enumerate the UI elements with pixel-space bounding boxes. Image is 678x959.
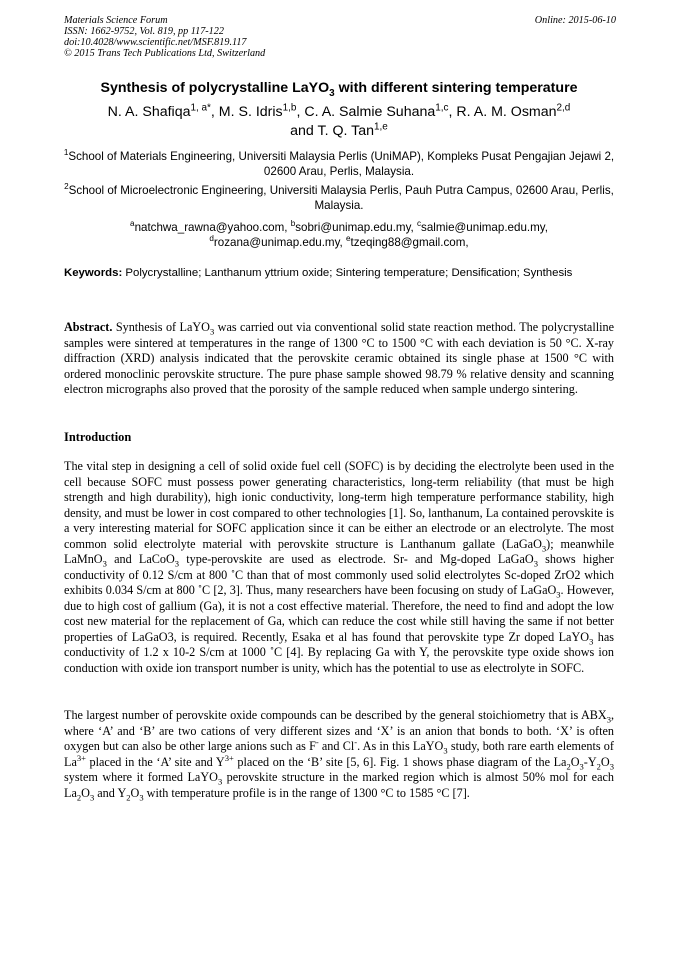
section-heading-introduction: Introduction	[64, 430, 132, 444]
email-link[interactable]: tzeqing88@gmail.com,	[350, 236, 469, 249]
abstract-label: Abstract.	[64, 320, 113, 334]
author-name: M. S. Idris	[218, 104, 283, 120]
author-name: and T. Q. Tan	[290, 123, 375, 139]
author-list: N. A. Shafiqa$^{1, a*}$, M. S. Idris$^{1,b}$, C. A. Salmie Suhana$^{1,c}$, R. A. M. Osman$^{2,d}$ and T. Q. Tan$^{1,e}$	[107, 102, 571, 139]
doi-line: doi:10.4028/www.scientific.net/MSF.819.117	[64, 37, 247, 48]
email-link[interactable]: salmie@unimap.edu.my,	[421, 221, 548, 234]
online-date: Online: 2015-06-10	[534, 15, 616, 26]
copyright-line: © 2015 Trans Tech Publications Ltd, Switzerland	[64, 48, 266, 59]
email-link[interactable]: natchwa_rawna@yahoo.com,	[134, 221, 291, 234]
email-link[interactable]: sobri@unimap.edu.my,	[295, 221, 417, 234]
affiliation-1: $^1$School of Materials Engineering, Universiti Malaysia Perlis (UniMAP), Kompleks Pusat Pengajian Jejawi 2, 02600 Arau, Perlis, Malaysia.	[63, 148, 615, 178]
keywords	[64, 266, 614, 281]
intro-paragraph-1: The vital step in designing a cell of solid oxide fuel cell (SOFC) is by deciding the electrolyte been used in the cell because SOFC must possess power generating characteristics, long-term reliability (that must be high strength and high durability), high ionic conductivity, long-term high temperature performance stability, high density, and must be lower in cost compared to other technologies [1]. So, lanthanum, La contained perovskite is a very interesting material for SOFC application since it can be either an electrode or an electrolyte. The most common solid electrolyte material with perovskite structure is Lanthanum gallate (LaGaO$_3$); meanwhile LaMnO$_3$ and LaCoO$_3$ type-perovskite are used as electrode. Sr- and Mg-doped LaGaO$_3$ shows higher conductivity of 0.12 S/cm at 800 ˚C than that of most commonly used solid electrolytes Sc-doped ZrO2 which exhibits 0.034 S/cm at 800 ˚C [2, 3]. Thus, many researchers have been focusing on study of LaGaO$_3$. However, due to high cost of gallium (Ga), it is not a cost effective material. Therefore, the need to find and adopt the low cost new material for the replacement of Ga, which can reduce the cost while still having the same if not better properties of LaGaO3, is required. Recently, Esaka et al has found that perovskite type Zr doped LaYO$_3$ has conductivity of 1.2 x 10-2 S/cm at 1000 ˚C [4]. By replacing Ga with Y, the perovskite type oxide shows ion conduction with oxide ion transport number is unity, which has the potential to use as electrolyte in SOFC.	[64, 459, 614, 675]
issn-line: ISSN: 1662-9752, Vol. 819, pp 117-122	[64, 26, 224, 37]
affiliation-2: $^2$School of Microelectronic Engineering, Universiti Malaysia Perlis, Pauh Putra Campus, 02600 Arau, Perlis, Malaysia.	[64, 182, 614, 212]
journal-name: Materials Science Forum	[64, 15, 168, 26]
email-link[interactable]: rozana@unimap.edu.my,	[213, 236, 346, 249]
abstract: Abstract. Synthesis of LaYO$_3$ was carried out via conventional solid state reaction method. The polycrystalline samples were sintered at temperatures in the range of 1300 °C to 1500 °C with each deviation is 50 °C. X-ray diffraction (XRD) analysis indicated that the perovskite ceramic obtained its single phase at 1500 °C with ordered monoclinic perovskite structure. The pure phase sample showed 98.79 % relative density and scanning electron micrographs also proved that the porosity of the sample reduced when sample undergo sintering.	[64, 320, 615, 396]
author-name: N. A. Shafiqa	[107, 104, 191, 120]
journal-header	[64, 15, 616, 59]
intro-paragraph-2: The largest number of perovskite oxide compounds can be described by the general stoichiometry that is $ABX_3$, where ‘A’ and ‘B’ are two cations of very different sizes and ‘X’ is an anion that bonds to both. ‘X’ is often oxygen but can also be other large anions such as F- and Cl-. As in this LaYO$_3$ study, both rare earth elements of $La^{3+}$ placed in the ‘A’ site and $Y^{3+}$ placed on the ‘B’ site [5, 6]. Fig. 1 shows phase diagram of the $La_2O_3-Y_2O_3$ system where it formed LaYO$_3$ perovskite structure in the marked region which is almost 50% mol for each $La_2O_3$ and $Y_2O_3$ with temperature profile is in the range of 1300 °C to 1585 °C [7].	[64, 708, 614, 802]
keywords-label: Keywords:	[64, 267, 123, 279]
author-name: R. A. M. Osman	[456, 104, 557, 120]
author-name: C. A. Salmie Suhana	[304, 104, 436, 120]
paper-title: Synthesis of polycrystalline LaYO$_3$ with different sintering temperature	[100, 80, 578, 99]
keywords-text: Polycrystalline; Lanthanum yttrium oxide; Sintering temperature; Densification; Synthesis	[122, 267, 573, 279]
email-list: $^a$natchwa_rawna@yahoo.com, $^b$sobri@unimap.edu.my, $^c$salmie@unimap.edu.my, $^d$rozana@unimap.edu.my, $^e$tzeqing88@gmail.com,	[130, 219, 548, 249]
